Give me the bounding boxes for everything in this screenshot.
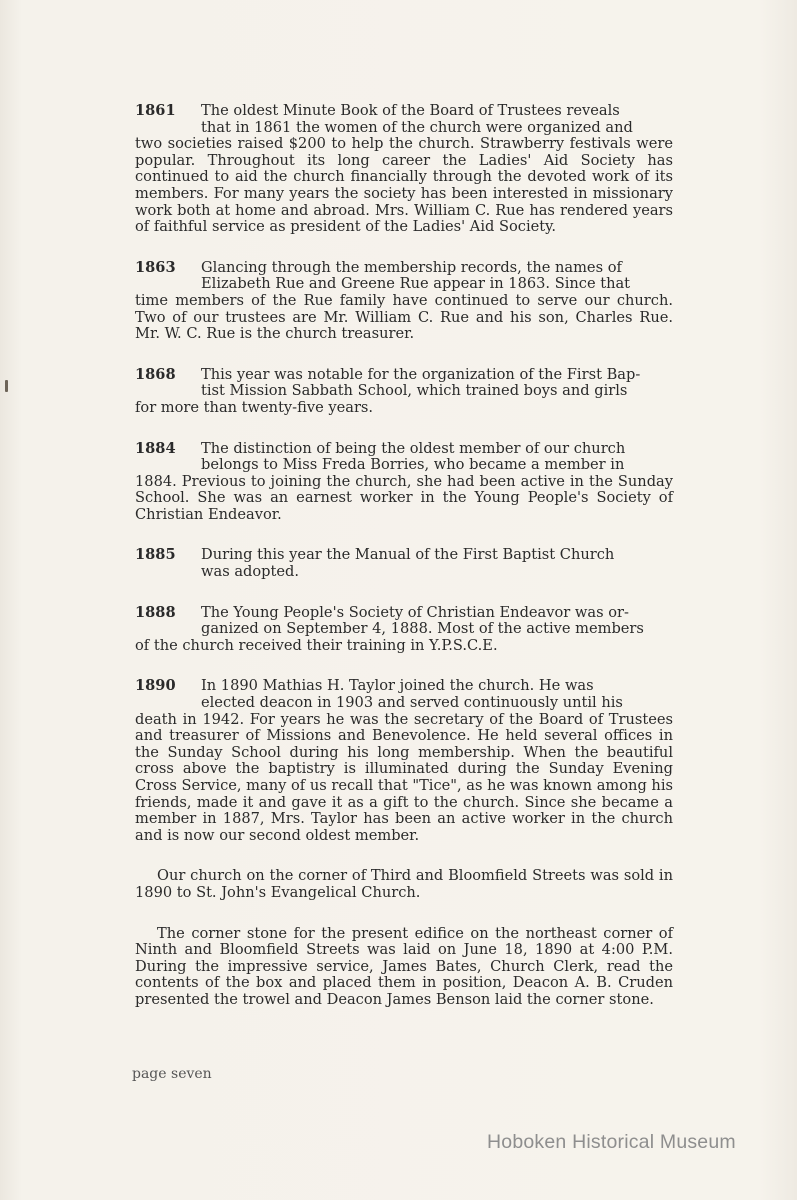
page-edge-mark (5, 380, 8, 392)
watermark: Hoboken Historical Museum (487, 1131, 736, 1153)
entry-paragraph (135, 605, 673, 655)
paragraph-corner-stone: The corner stone for the present edifice on the northeast corner of Ninth and Bloomfield Streets was laid on June 18, 1890 at 4:00 P.M. During the impressive service, James Bates, Church Clerk, read the contents of the box and placed them in position, Deacon A. B. Cruden presented the trowel and Deacon James Benson laid the corner stone. (135, 924, 673, 1008)
entry-first-line: This year was notable for the organization of the First Bap- (201, 365, 641, 383)
entry-paragraph (135, 678, 673, 844)
entry-text: two societies raised $200 to help the church. Strawberry festivals were popular. Throughout its long career the Ladies' Aid Society has continued to aid the church financially through the devoted work of its members. For many years the society has been interested in missionary work both at home and abroad. Mrs. William C. Rue has rendered years of faithful service as president of the Ladies' Aid Society. (135, 135, 673, 236)
entry-paragraph (135, 441, 673, 524)
page-number: page seven (132, 1066, 212, 1082)
entry-second-line: tist Mission Sabbath School, which trained boys and girls (201, 382, 628, 400)
entry-text: of the church received their training in Y.P.S.C.E. (135, 636, 498, 654)
entry-text: death in 1942. For years he was the secretary of the Board of Trustees and treasurer of Missions and Benevolence. He held several offices in the Sunday School during his long membership. When the beautiful cross above the baptistry is illuminated during the Sunday Evening Cross Service, many of us recall that "Tice", as he was known among his friends, made it and gave it as a gift to the church. Since she became a member in 1887, Mrs. Taylor has been an active worker in the church and is now our second oldest member. (135, 710, 673, 844)
entry-1861 (135, 103, 673, 236)
paragraph-church-sold: Our church on the corner of Third and Bloomfield Streets was sold in 1890 to St. John's Evangelical Church. (135, 867, 673, 901)
entry-year: 1861 (135, 102, 176, 119)
entry-paragraph (135, 260, 673, 343)
entry-1890 (135, 678, 673, 844)
entry-first-line: The distinction of being the oldest member of our church (201, 439, 626, 457)
entry-1868 (135, 367, 673, 417)
entry-first-line: The oldest Minute Book of the Board of Trustees reveals (201, 102, 620, 119)
document-body (135, 103, 673, 1033)
entry-second-line: belongs to Miss Freda Borries, who became a member in (201, 456, 625, 474)
entry-second-line: Elizabeth Rue and Greene Rue appear in 1863. Since that (201, 275, 631, 293)
entry-1885 (135, 547, 673, 580)
entry-first-line: The Young People's Society of Christian Endeavor was or- (201, 603, 629, 621)
entry-year: 1884 (135, 439, 176, 457)
entry-text: 1884. Previous to joining the church, she had been active in the Sunday School. She was an earnest worker in the Young People's Society of Christian Endeavor. (135, 472, 673, 523)
entry-text: time members of the Rue family have continued to serve our church. Two of our trustees are Mr. William C. Rue and his son, Charles Rue. Mr. W. C. Rue is the church treasurer. (135, 291, 673, 343)
entry-text: for more than twenty-five years. (135, 398, 374, 416)
entry-year: 1885 (135, 546, 176, 564)
entry-second-line: elected deacon in 1903 and served continuously until his (201, 694, 623, 712)
entry-paragraph (135, 367, 673, 417)
entry-second-line: was adopted. (201, 563, 299, 581)
entry-paragraph (135, 103, 673, 236)
entry-year: 1888 (135, 603, 176, 621)
entry-1888 (135, 605, 673, 655)
entry-year: 1890 (135, 677, 176, 695)
entry-paragraph (135, 547, 673, 580)
entry-first-line: During this year the Manual of the First Baptist Church (201, 546, 615, 564)
entry-second-line: that in 1861 the women of the church were organized and (201, 118, 633, 136)
entry-second-line: ganized on September 4, 1888. Most of the active members (201, 620, 644, 638)
entry-first-line: Glancing through the membership records, the names of (201, 258, 622, 276)
entry-1884 (135, 441, 673, 524)
entry-first-line: In 1890 Mathias H. Taylor joined the church. He was (201, 677, 594, 695)
entry-1863 (135, 260, 673, 343)
entry-year: 1863 (135, 258, 176, 276)
entry-year: 1868 (135, 365, 176, 383)
